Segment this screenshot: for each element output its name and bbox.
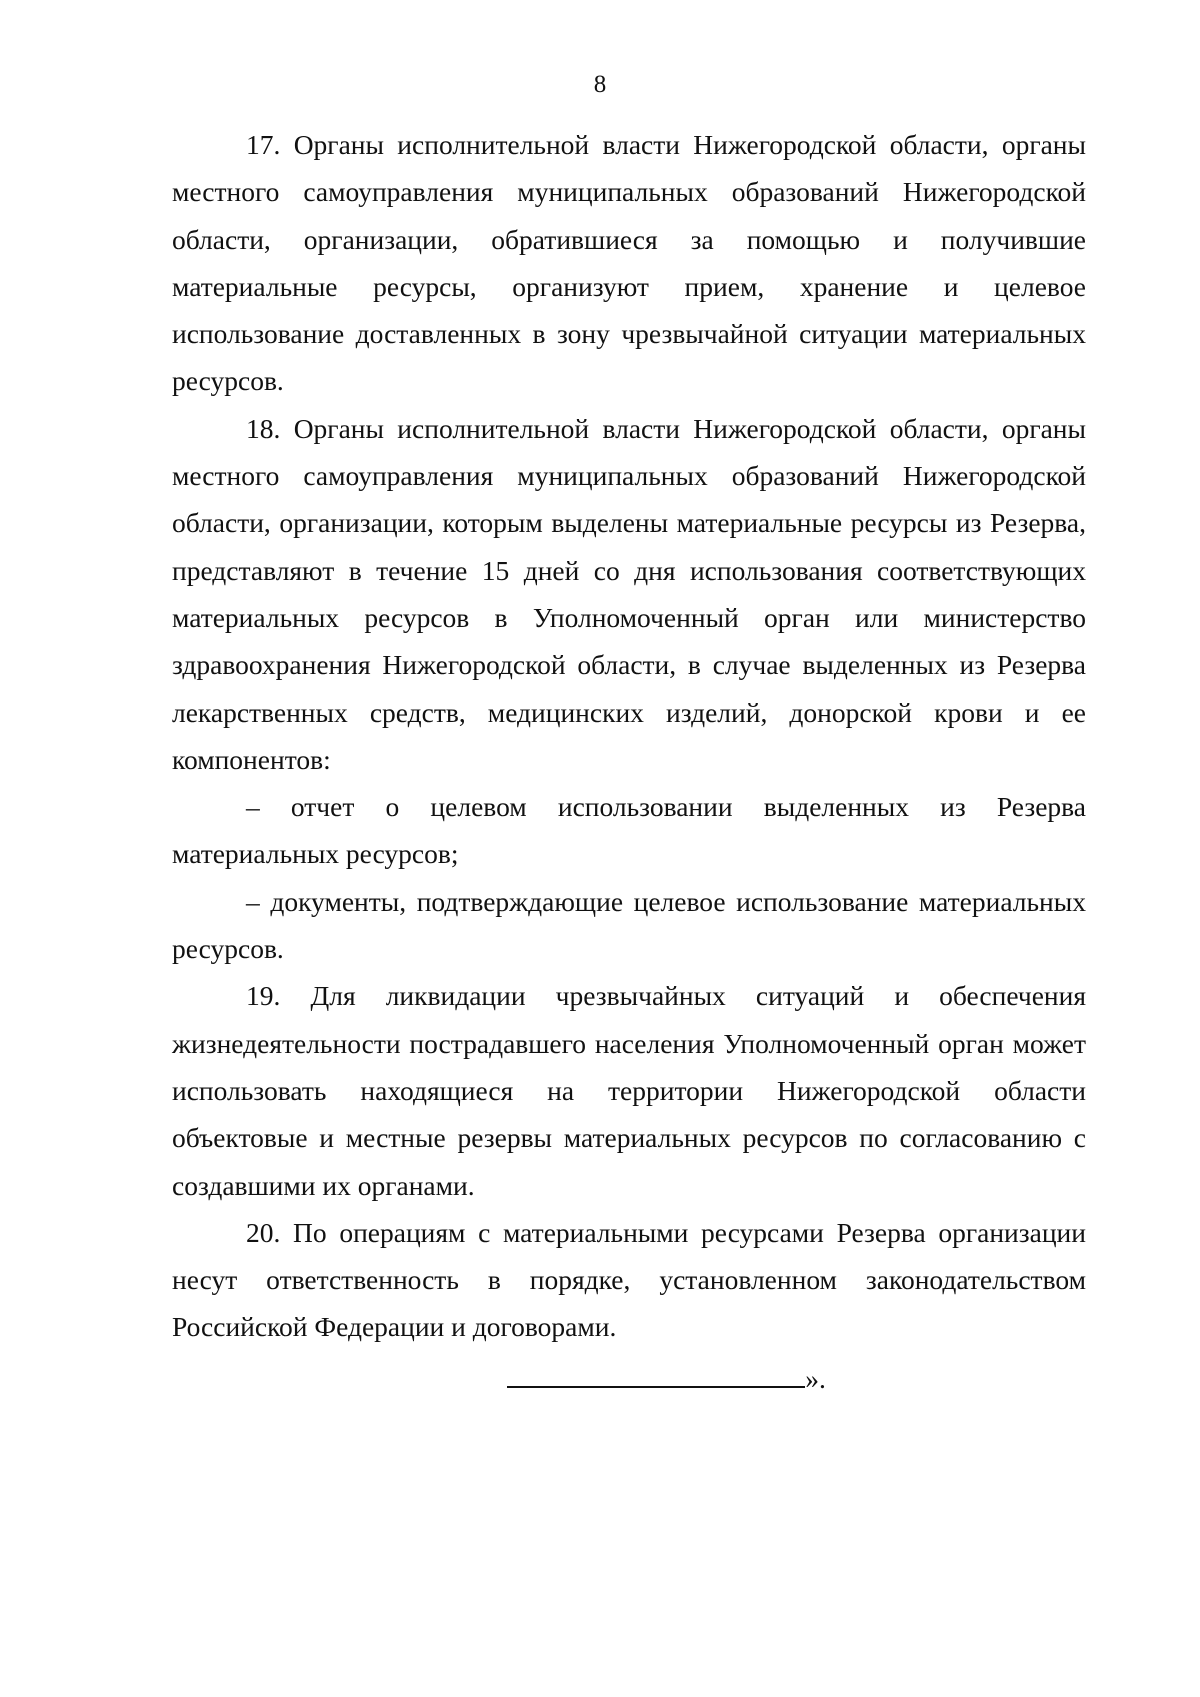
closing-quote: ».: [805, 1363, 826, 1394]
paragraph-19: 19. Для ликвидации чрезвычайных ситуаций и обеспечения жизнедеятельности пострадавшего населения Уполномоченный орган может использовать находящиеся на территории Нижегородской области объектовые и местные резервы материальных ресурсов по согласованию с создавшими их органами.: [172, 980, 1086, 1201]
paragraph-17: 17. Органы исполнительной власти Нижегородской области, органы местного самоуправления муниципальных образований Нижегородской области, организации, обратившиеся за помощью и получившие материальные ресурсы, организуют прием, хранение и целевое использование доставленных в зону чрезвычайной ситуации материальных ресурсов.: [172, 129, 1086, 397]
document-body: [172, 121, 1086, 1351]
closing-underline: [507, 1358, 805, 1388]
closing-line-block: [0, 1355, 1200, 1402]
list-item-report: – отчет о целевом использовании выделенных из Резерва материальных ресурсов;: [172, 791, 1086, 870]
paragraph-20: 20. По операциям с материальными ресурсами Резерва организации несут ответственность в порядке, установленном законодательством Российской Федерации и договорами.: [172, 1216, 1086, 1343]
paragraph-18: 18. Органы исполнительной власти Нижегородской области, органы местного самоуправления муниципальных образований Нижегородской области, организации, которым выделены материальные ресурсы из Резерва, представляют в течение 15 дней со дня использования соответствующих материальных ресурсов в Уполномоченный орган или министерство здравоохранения Нижегородской области, в случае выделенных из Резерва лекарственных средств, медицинских изделий, донорской крови и ее компонентов:: [172, 412, 1086, 775]
page-number: 8: [593, 71, 607, 98]
list-item-documents: – документы, подтверждающие целевое использование материальных ресурсов.: [172, 885, 1086, 965]
